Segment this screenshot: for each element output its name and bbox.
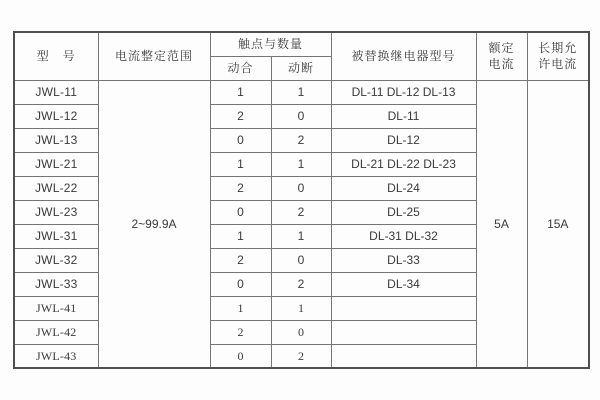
header-contact-no: 动合: [210, 56, 271, 80]
contact-no-cell: 2: [210, 176, 271, 200]
contact-no-cell: 1: [210, 296, 271, 320]
model-cell: JWL-43: [14, 344, 98, 368]
contact-no-cell: 1: [210, 152, 271, 176]
model-cell: JWL-42: [14, 320, 98, 344]
model-cell: JWL-13: [14, 128, 98, 152]
contact-no-cell: 0: [210, 272, 271, 296]
replaced-model-cell: DL-12: [331, 128, 476, 152]
model-cell: JWL-31: [14, 224, 98, 248]
contact-nc-cell: 1: [271, 224, 331, 248]
header-rated-current: [476, 32, 527, 80]
header-replaced-model: 被替换继电器型号: [331, 32, 476, 80]
header-rated-current-line1: 额定: [488, 41, 515, 56]
contact-nc-cell: 0: [271, 104, 331, 128]
contact-nc-cell: 2: [271, 128, 331, 152]
current-range-cell: 2~99.9A: [98, 80, 210, 368]
model-cell: JWL-23: [14, 200, 98, 224]
contact-nc-cell: 1: [271, 152, 331, 176]
contact-nc-cell: 0: [271, 320, 331, 344]
contact-no-cell: 1: [210, 80, 271, 104]
long-term-current-cell: 15A: [527, 80, 589, 368]
contact-nc-cell: 2: [271, 272, 331, 296]
header-model: 型 号: [14, 32, 98, 80]
header-long-term-current: [527, 32, 589, 80]
replaced-model-cell: DL-31 DL-32: [331, 224, 476, 248]
contact-nc-cell: 0: [271, 248, 331, 272]
replaced-model-cell: [331, 296, 476, 320]
header-row-top: [14, 32, 589, 56]
model-cell: JWL-32: [14, 248, 98, 272]
model-cell: JWL-11: [14, 80, 98, 104]
model-cell: JWL-33: [14, 272, 98, 296]
model-cell: JWL-12: [14, 104, 98, 128]
header-contact-nc: 动断: [271, 56, 331, 80]
contact-nc-cell: 2: [271, 200, 331, 224]
replaced-model-cell: DL-33: [331, 248, 476, 272]
contact-no-cell: 0: [210, 344, 271, 368]
contact-nc-cell: 1: [271, 80, 331, 104]
contact-nc-cell: 1: [271, 296, 331, 320]
replaced-model-cell: DL-11 DL-12 DL-13: [331, 80, 476, 104]
contact-no-cell: 1: [210, 224, 271, 248]
contact-no-cell: 0: [210, 200, 271, 224]
model-cell: JWL-22: [14, 176, 98, 200]
replaced-model-cell: DL-34: [331, 272, 476, 296]
table-body: [14, 80, 589, 368]
model-cell: JWL-21: [14, 152, 98, 176]
rated-current-cell: 5A: [476, 80, 527, 368]
header-rated-current-line2: 电流: [488, 57, 515, 72]
replaced-model-cell: DL-21 DL-22 DL-23: [331, 152, 476, 176]
replaced-model-cell: [331, 344, 476, 368]
contact-no-cell: 0: [210, 128, 271, 152]
contact-nc-cell: 2: [271, 344, 331, 368]
replaced-model-cell: DL-11: [331, 104, 476, 128]
relay-spec-table: [13, 31, 590, 369]
replaced-model-cell: DL-25: [331, 200, 476, 224]
contact-nc-cell: 0: [271, 176, 331, 200]
table-row: [14, 80, 589, 104]
replaced-model-cell: DL-24: [331, 176, 476, 200]
contact-no-cell: 2: [210, 320, 271, 344]
header-contacts-group: 触点与数量: [210, 32, 331, 56]
header-long-term-line1: 长期允: [538, 41, 578, 56]
model-cell: JWL-41: [14, 296, 98, 320]
table-header: [14, 32, 589, 80]
header-current-range: 电流整定范围: [98, 32, 210, 80]
contact-no-cell: 2: [210, 104, 271, 128]
contact-no-cell: 2: [210, 248, 271, 272]
replaced-model-cell: [331, 320, 476, 344]
header-long-term-line2: 许电流: [538, 57, 578, 72]
